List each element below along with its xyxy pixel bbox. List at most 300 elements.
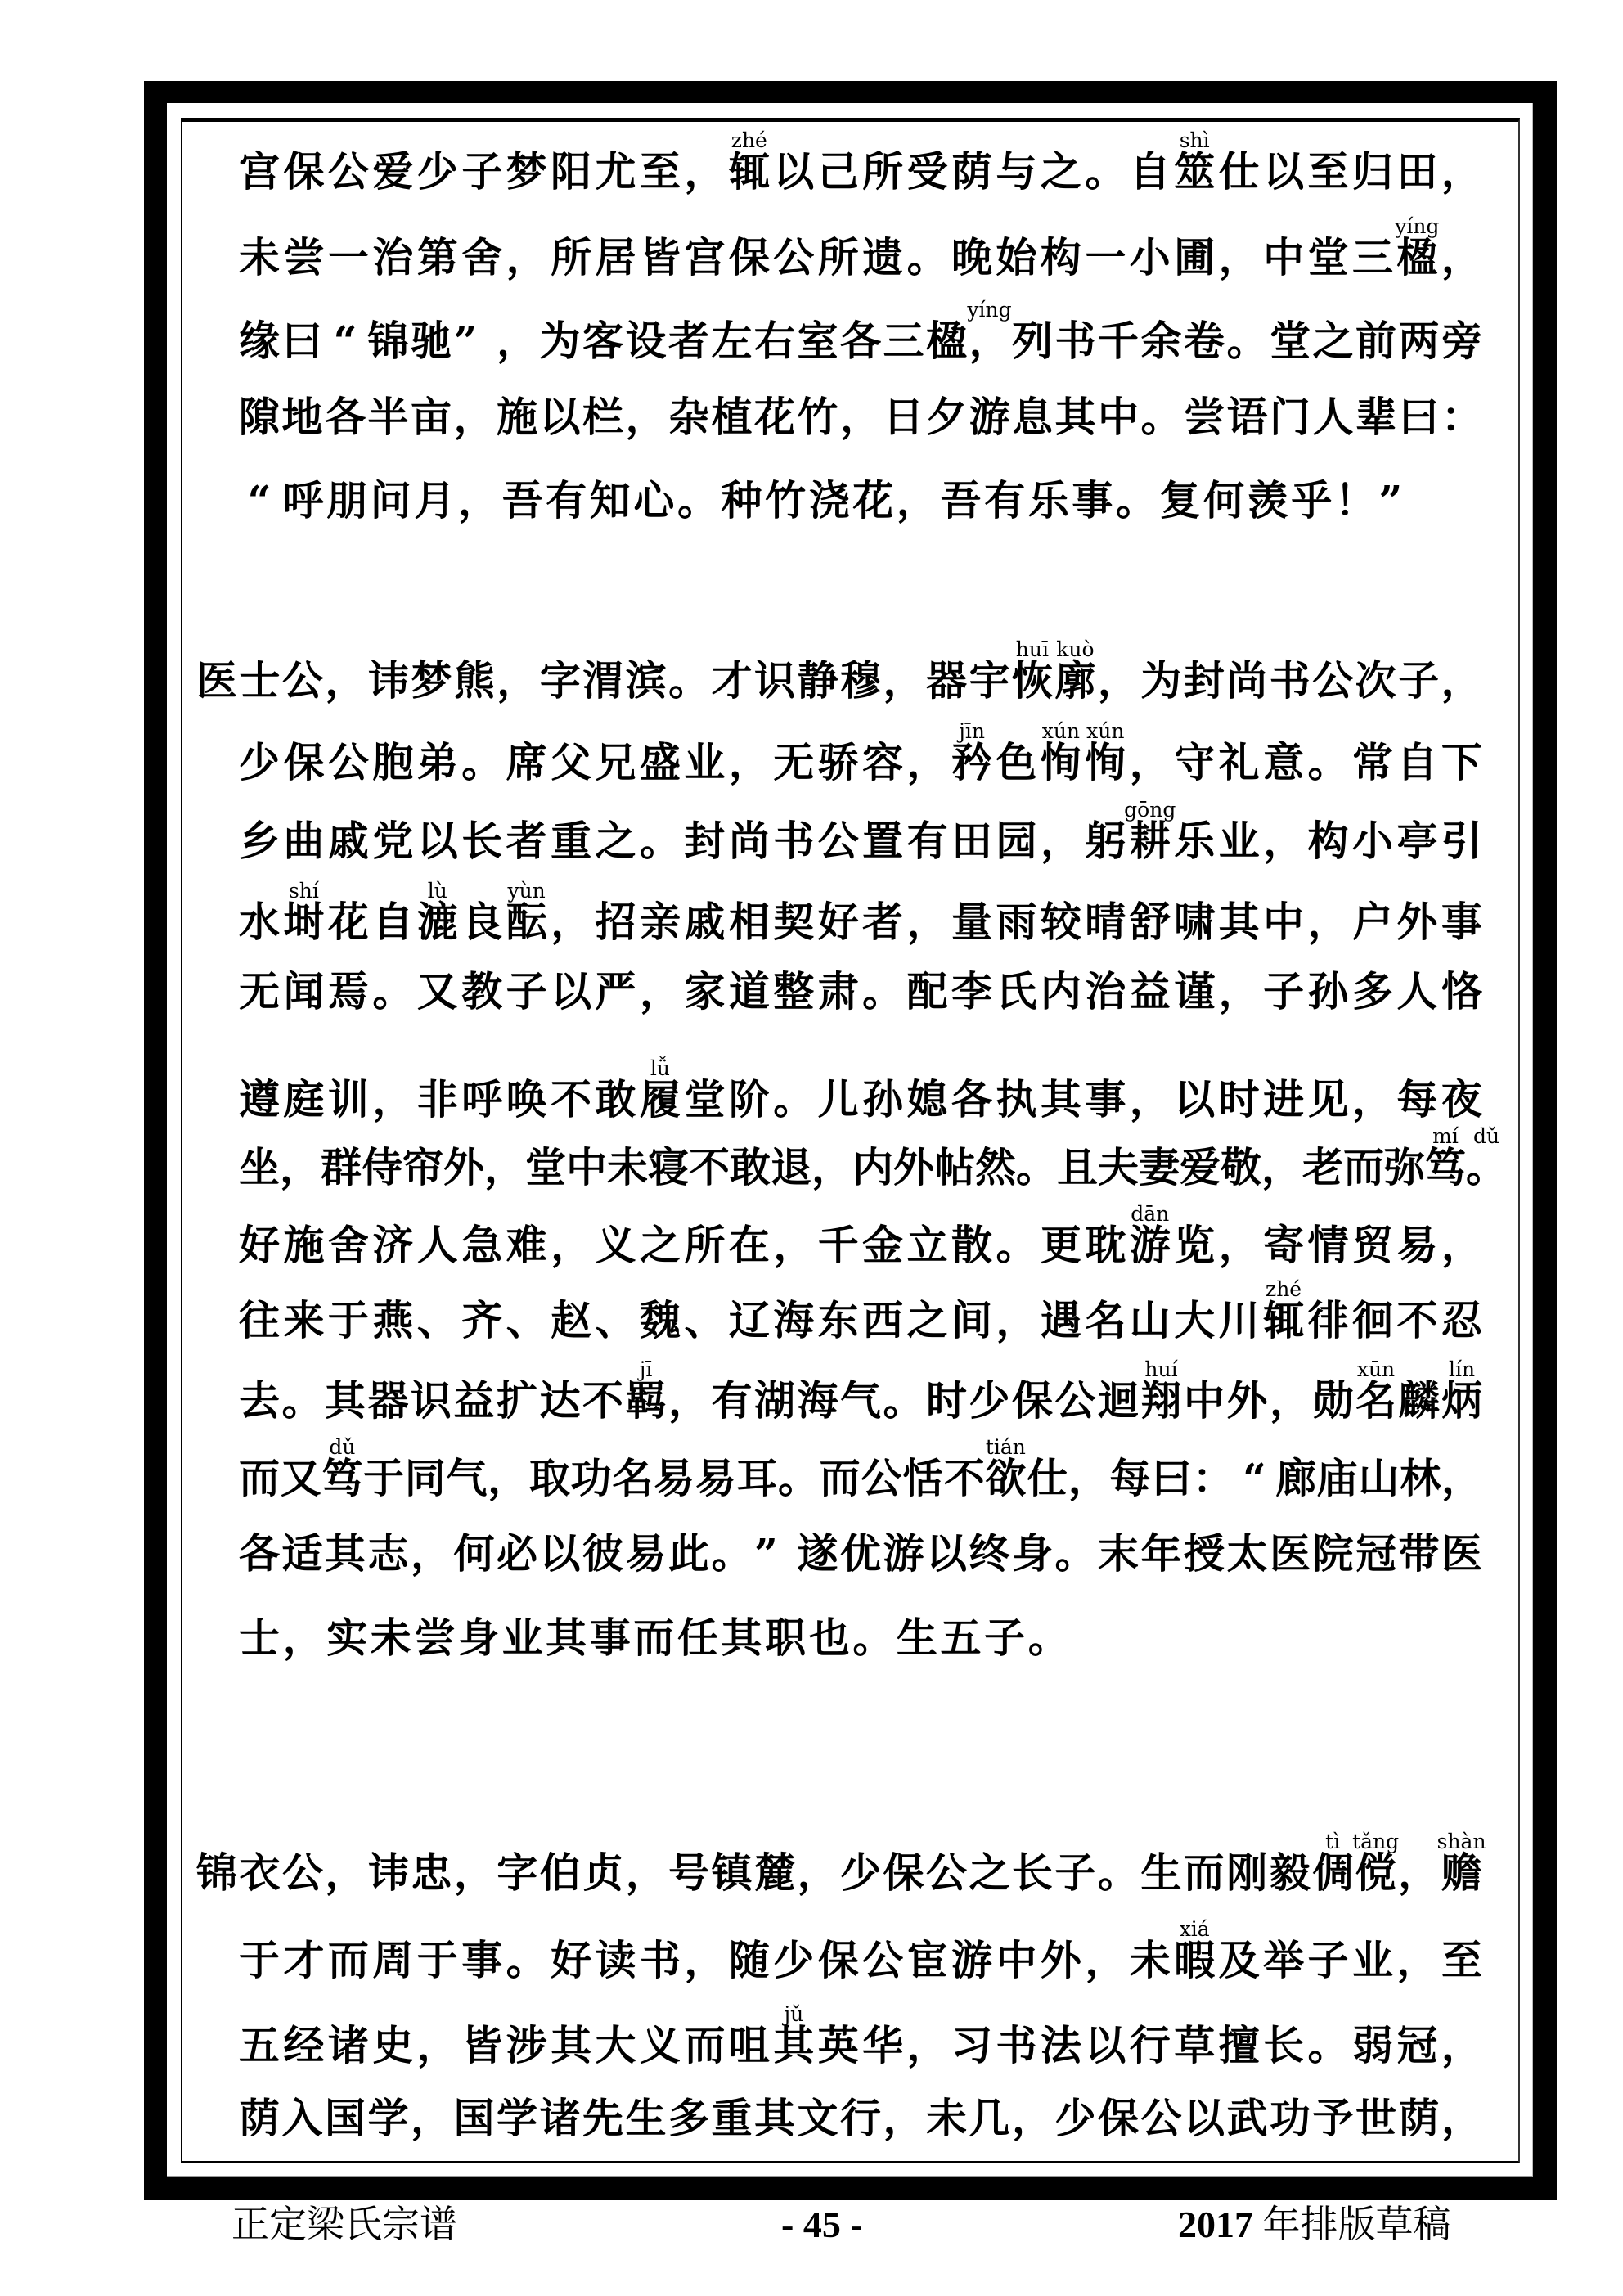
text-char: 带: [1398, 1529, 1440, 1578]
text-char: 园: [996, 817, 1037, 865]
text-char: 海: [773, 1296, 815, 1344]
text-char: 达: [539, 1376, 581, 1425]
text-char: 呼: [461, 1075, 503, 1123]
text-char: 自: [1396, 738, 1438, 786]
text-char: 名: [612, 1454, 654, 1502]
pinyin-annotation: xiá: [1179, 1917, 1210, 1941]
text-char: 梦: [411, 656, 452, 705]
text-char: 未: [926, 2094, 967, 2142]
text-char: 晚: [951, 233, 992, 281]
text-char: ，: [883, 656, 924, 705]
text-char: 夜: [1441, 1075, 1482, 1123]
text-char: 楹: [926, 317, 967, 365]
text-char: 闻: [283, 967, 325, 1015]
text-char: 客: [582, 317, 623, 365]
text-char: 。: [1027, 1614, 1069, 1662]
text-char: 身: [1012, 1529, 1053, 1578]
text-char: 其: [551, 2021, 592, 2069]
text-char: 各: [325, 393, 366, 441]
text-char: 堂: [684, 1075, 726, 1123]
pinyin-annotation: yùn: [507, 879, 546, 903]
text-char: 。 dǔ: [1466, 1124, 1507, 1191]
text-char: 水: [239, 898, 280, 946]
text-char: 漉 lù: [416, 879, 458, 946]
text-char: 字: [539, 656, 581, 705]
text-char: 而: [819, 1454, 861, 1502]
text-char: 易: [1396, 1221, 1438, 1269]
text-char: 前: [1355, 317, 1396, 365]
text-line: [239, 1531, 1482, 1577]
pinyin-annotation: mí: [1432, 1124, 1459, 1148]
text-char: 大: [595, 2021, 636, 2069]
text-char: 以: [1263, 147, 1305, 196]
text-char: 卷: [1184, 317, 1225, 365]
text-char: 良: [461, 898, 503, 946]
text-char: 荫: [951, 147, 992, 196]
text-char: ，: [1218, 233, 1260, 281]
text-char: 事: [1085, 1075, 1126, 1123]
text-char: 气: [446, 1454, 488, 1502]
text-char: 扩: [497, 1376, 537, 1425]
text-char: 擅: [1218, 2021, 1260, 2069]
text-char: 父: [551, 738, 592, 786]
text-char: 无: [773, 738, 815, 786]
text-char: 。: [1115, 476, 1157, 524]
text-char: 。: [1307, 2021, 1349, 2069]
text-char: 。: [711, 1529, 753, 1578]
text-char: 迴: [1098, 1376, 1139, 1425]
text-char: ，: [1441, 1221, 1482, 1269]
text-char: 容: [862, 738, 904, 786]
text-char: 少: [239, 738, 280, 786]
pinyin-annotation: tián: [985, 1435, 1026, 1459]
text-char: 戚: [684, 898, 726, 946]
text-char: 读: [595, 1936, 636, 1984]
text-char: 。: [506, 1936, 547, 1984]
text-char: ”: [453, 317, 478, 365]
text-char: 。: [1016, 1143, 1057, 1191]
text-char: 而: [327, 1936, 369, 1984]
text-char: 保: [817, 1936, 859, 1984]
text-char: 国: [453, 2094, 495, 2142]
text-char: 之: [906, 1296, 948, 1344]
text-char: 焉: [327, 967, 369, 1015]
text-char: 。: [281, 1376, 323, 1425]
text-char: 急: [461, 1221, 503, 1269]
text-char: 先: [582, 2094, 623, 2142]
text-char: 设: [625, 317, 667, 365]
text-char: 公: [773, 233, 815, 281]
text-char: ，: [1263, 817, 1305, 865]
text-char: 终: [969, 1529, 1010, 1578]
footer-draft-label: 年排版草稿: [1262, 2204, 1451, 2245]
text-char: 竹: [765, 476, 807, 524]
text-char: 志: [367, 1529, 409, 1578]
text-char: 辄 zhé: [728, 128, 770, 196]
text-char: 辈: [1355, 393, 1396, 441]
text-char: 有: [711, 1376, 753, 1425]
text-char: 易: [695, 1454, 736, 1502]
text-char: 。: [639, 817, 681, 865]
pinyin-annotation: xún: [1086, 719, 1125, 743]
text-char: 文: [797, 2094, 838, 2142]
text-char: 之: [639, 1221, 681, 1269]
text-char: 羡: [1247, 476, 1288, 524]
text-char: 未: [607, 1143, 648, 1191]
text-char: 太: [1226, 1529, 1268, 1578]
text-char: 任: [677, 1614, 718, 1662]
text-char: 武: [1226, 2094, 1268, 2142]
text-char: 酝 yùn: [506, 879, 547, 946]
text-char: “: [247, 476, 272, 524]
text-char: 至: [639, 147, 681, 196]
text-char: 炳 lín: [1441, 1357, 1482, 1425]
text-char: 举: [1263, 1936, 1305, 1984]
text-char: 以: [1184, 2094, 1225, 2142]
pinyin-annotation: jīn: [959, 719, 985, 743]
text-char: 国: [325, 2094, 366, 2142]
text-char: 济: [372, 1221, 414, 1269]
text-char: 恢 huī: [1011, 637, 1053, 705]
text-char: 曰: [281, 317, 323, 365]
text-char: 易: [653, 1454, 695, 1502]
text-char: 第: [416, 233, 458, 281]
text-char: 也: [808, 1614, 850, 1662]
text-char: 子: [1263, 967, 1305, 1015]
text-char: 世: [1355, 2094, 1396, 2142]
text-char: 整: [773, 967, 815, 1015]
text-char: 更: [1040, 1221, 1081, 1269]
text-char: ，: [684, 147, 726, 196]
text-char: 公: [1054, 1376, 1096, 1425]
text-char: ，: [896, 476, 937, 524]
text-char: 问: [370, 476, 411, 524]
text-char: 其: [754, 2094, 795, 2142]
text-char: 去: [239, 1376, 280, 1425]
text-char: 常: [1351, 738, 1393, 786]
text-char: 尝: [283, 233, 325, 281]
text-char: 自: [1129, 147, 1171, 196]
text-line: [239, 969, 1482, 1015]
text-char: 大: [1174, 1296, 1216, 1344]
text-char: 尤: [595, 147, 636, 196]
text-char: 归: [1351, 147, 1393, 196]
text-char: 治: [1085, 967, 1126, 1015]
text-char: 麟: [1398, 1376, 1440, 1425]
text-char: 缘: [239, 317, 280, 365]
text-char: 少: [840, 1848, 882, 1897]
text-char: 长: [1263, 2021, 1305, 2069]
text-char: 益: [1129, 967, 1171, 1015]
text-char: 贸: [1351, 1221, 1393, 1269]
text-char: 书: [1054, 317, 1096, 365]
text-char: 静: [797, 656, 838, 705]
text-char: 堂: [525, 1143, 566, 1191]
text-char: 楹 yíng: [1395, 214, 1440, 281]
text-char: 骄: [817, 738, 859, 786]
text-char: 田: [951, 817, 992, 865]
text-char: 自: [372, 898, 414, 946]
text-char: 人: [416, 1221, 458, 1269]
text-char: 游: [969, 393, 1010, 441]
pinyin-annotation: lǚ: [650, 1056, 670, 1080]
text-char: 雨: [996, 898, 1037, 946]
text-char: 封: [684, 817, 726, 865]
text-char: 业: [1351, 1936, 1393, 1984]
text-char: 不: [551, 1075, 592, 1123]
text-char: 栏: [582, 393, 623, 441]
text-char: 爱: [372, 147, 414, 196]
footer-book-title: 正定梁氏宗谱: [232, 2204, 457, 2245]
text-char: 刚: [1226, 1848, 1268, 1897]
text-char: 名: [1085, 1296, 1126, 1344]
text-char: 老: [1302, 1143, 1343, 1191]
text-char: 谨: [1174, 967, 1216, 1015]
text-char: 戚: [327, 817, 369, 865]
text-char: 寄: [1263, 1221, 1305, 1269]
text-line: [239, 1917, 1482, 1984]
text-char: 中: [566, 1143, 607, 1191]
text-char: 者: [506, 817, 547, 865]
text-char: 于: [327, 1296, 369, 1344]
text-char: 滨: [625, 656, 667, 705]
text-char: ，: [1441, 1454, 1482, 1502]
text-char: 乎: [1291, 476, 1333, 524]
text-char: 浇: [808, 476, 850, 524]
text-char: 庭: [283, 1075, 325, 1123]
text-char: 重: [711, 2094, 753, 2142]
text-char: ，: [497, 317, 537, 365]
text-char: ，: [668, 1376, 709, 1425]
text-char: 末: [1098, 1529, 1139, 1578]
text-char: 、: [595, 1296, 636, 1344]
text-line: [239, 128, 1482, 196]
text-char: 敬: [1221, 1143, 1261, 1191]
text-char: 半: [367, 393, 409, 441]
text-char: 学: [497, 2094, 537, 2142]
text-char: 道: [728, 967, 770, 1015]
text-char: ，: [1441, 233, 1482, 281]
text-char: 坐: [239, 1143, 280, 1191]
text-char: ，: [1270, 1376, 1311, 1425]
text-char: 构: [1040, 233, 1081, 281]
text-char: 右: [754, 317, 795, 365]
text-char: 家: [684, 967, 726, 1015]
text-char: ，: [728, 738, 770, 786]
text-char: 器: [925, 656, 967, 705]
text-char: 花: [852, 476, 894, 524]
text-char: 妻: [1139, 1143, 1180, 1191]
text-char: ”: [754, 1529, 778, 1578]
text-char: 。: [862, 967, 904, 1015]
text-char: 书: [1269, 656, 1311, 705]
text-char: 相: [728, 898, 770, 946]
text-char: 遇: [1040, 1296, 1081, 1344]
text-char: 矜 jīn: [951, 719, 992, 786]
pinyin-annotation: huī: [1015, 637, 1050, 661]
text-char: 少: [773, 1936, 815, 1984]
text-char: 医: [1270, 1529, 1311, 1578]
text-char: 毅: [1269, 1848, 1311, 1897]
text-char: 公: [925, 1848, 967, 1897]
text-char: 金: [862, 1221, 904, 1269]
text-char: 受: [906, 147, 948, 196]
text-char: 未: [370, 1614, 411, 1662]
text-char: 保: [728, 233, 770, 281]
text-char: 草: [1174, 2021, 1216, 2069]
text-char: 内: [1040, 967, 1081, 1015]
text-char: 弟: [416, 738, 458, 786]
text-char: 中: [1098, 393, 1139, 441]
text-char: 以: [551, 967, 592, 1015]
text-char: 然: [975, 1143, 1016, 1191]
text-char: 唤: [506, 1075, 547, 1123]
text-char: 中: [1263, 898, 1305, 946]
text-char: 两: [1398, 317, 1440, 365]
text-char: 公: [327, 147, 369, 196]
text-char: 冠: [1396, 2021, 1438, 2069]
text-char: 器: [367, 1376, 409, 1425]
text-char: 三: [883, 317, 924, 365]
text-char: 行: [1129, 2021, 1171, 2069]
text-char: ， yíng: [967, 298, 1012, 365]
text-line: [196, 1830, 1486, 1897]
text-char: 意: [1263, 738, 1305, 786]
text-char: 徘: [1307, 1296, 1349, 1344]
text-char: 无: [239, 967, 280, 1015]
text-char: 有: [906, 817, 948, 865]
text-char: 语: [1226, 393, 1268, 441]
text-char: 梦: [506, 147, 547, 196]
text-char: 燕: [372, 1296, 414, 1344]
text-char: 居: [595, 233, 636, 281]
text-char: ，: [639, 967, 681, 1015]
text-char: 华: [862, 2021, 904, 2069]
text-char: 公: [327, 738, 369, 786]
text-char: 舍: [461, 233, 503, 281]
text-char: 阳: [551, 147, 592, 196]
text-char: 羁 jī: [625, 1357, 667, 1425]
text-char: ，: [1441, 656, 1482, 705]
text-char: 。: [777, 1454, 819, 1502]
text-char: ，: [625, 393, 667, 441]
text-char: 保: [283, 147, 325, 196]
text-char: 倜 tì: [1312, 1830, 1354, 1897]
text-char: 呼: [282, 476, 324, 524]
text-char: 保: [883, 1848, 924, 1897]
text-char: 有: [546, 476, 587, 524]
text-char: 士: [239, 656, 281, 705]
text-char: 胞: [372, 738, 414, 786]
text-char: 隙: [239, 393, 280, 441]
text-char: 封: [1183, 656, 1225, 705]
text-char: 不: [1396, 1296, 1438, 1344]
text-char: 其: [325, 1529, 366, 1578]
text-char: 于: [239, 1936, 280, 1984]
text-char: ，: [325, 1848, 366, 1897]
text-char: ，: [1129, 1075, 1171, 1123]
text-char: 东: [817, 1296, 859, 1344]
footer-page-number: - 45 -: [781, 2204, 863, 2245]
text-char: 长: [461, 817, 503, 865]
text-char: 内: [852, 1143, 893, 1191]
text-char: 廊: [1275, 1454, 1317, 1502]
text-char: 而: [1183, 1848, 1225, 1897]
text-char: 海: [797, 1376, 838, 1425]
text-char: 又: [416, 967, 458, 1015]
text-char: ，: [906, 2021, 948, 2069]
text-line: [239, 478, 1423, 524]
text-char: 守: [1174, 738, 1216, 786]
text-char: 少: [416, 147, 458, 196]
text-char: ，: [411, 2094, 452, 2142]
text-char: 侍: [362, 1143, 402, 1191]
text-char: 时: [926, 1376, 967, 1425]
text-char: 群: [321, 1143, 362, 1191]
text-char: 敢: [730, 1143, 771, 1191]
text-char: ，: [840, 393, 881, 441]
text-char: 游: [883, 1529, 924, 1578]
text-char: 子: [1398, 656, 1440, 705]
text-char: 其: [721, 1614, 762, 1662]
text-char: 宦: [906, 1936, 948, 1984]
text-char: 帖: [934, 1143, 975, 1191]
text-char: 川: [1218, 1296, 1260, 1344]
footer-year: 2017: [1178, 2204, 1253, 2245]
text-char: 堂: [1270, 317, 1311, 365]
text-char: 赵: [551, 1296, 592, 1344]
text-char: 事: [461, 1936, 503, 1984]
text-char: 门: [1270, 393, 1311, 441]
text-char: 见: [1307, 1075, 1349, 1123]
text-char: 杂: [668, 393, 709, 441]
text-char: 识: [411, 1376, 452, 1425]
text-char: 遵: [239, 1075, 280, 1123]
text-char: 耕 gōng: [1124, 798, 1176, 865]
text-char: 契: [773, 898, 815, 946]
text-char: ，: [1441, 2021, 1482, 2069]
text-char: 公: [1312, 656, 1354, 705]
text-char: 辽: [728, 1296, 770, 1344]
text-char: 所: [551, 233, 592, 281]
text-char: 衣: [239, 1848, 281, 1897]
text-char: ，: [773, 1221, 815, 1269]
text-char: ，: [551, 1221, 592, 1269]
pinyin-annotation: xūn: [1356, 1357, 1396, 1381]
text-char: ，: [1097, 656, 1139, 705]
text-char: ，: [1129, 738, 1171, 786]
text-char: 阶: [728, 1075, 770, 1123]
text-char: 入: [281, 2094, 323, 2142]
text-char: 同: [404, 1454, 446, 1502]
text-char: 其: [1218, 898, 1260, 946]
text-char: 而: [239, 1454, 280, 1502]
text-char: 事: [589, 1614, 631, 1662]
text-char: 兄: [595, 738, 636, 786]
text-char: ，: [1261, 1143, 1302, 1191]
text-char: ”: [1378, 476, 1403, 524]
text-char: 彼: [582, 1529, 623, 1578]
text-char: ，: [372, 1075, 414, 1123]
text-char: 识: [754, 656, 796, 705]
text-char: 览: [1174, 1221, 1216, 1269]
text-char: ：: [1441, 393, 1482, 441]
text-char: 列: [1012, 317, 1053, 365]
text-char: 乐: [1174, 817, 1216, 865]
text-char: 舍: [327, 1221, 369, 1269]
text-char: 在: [728, 1221, 770, 1269]
text-char: 。: [372, 967, 414, 1015]
